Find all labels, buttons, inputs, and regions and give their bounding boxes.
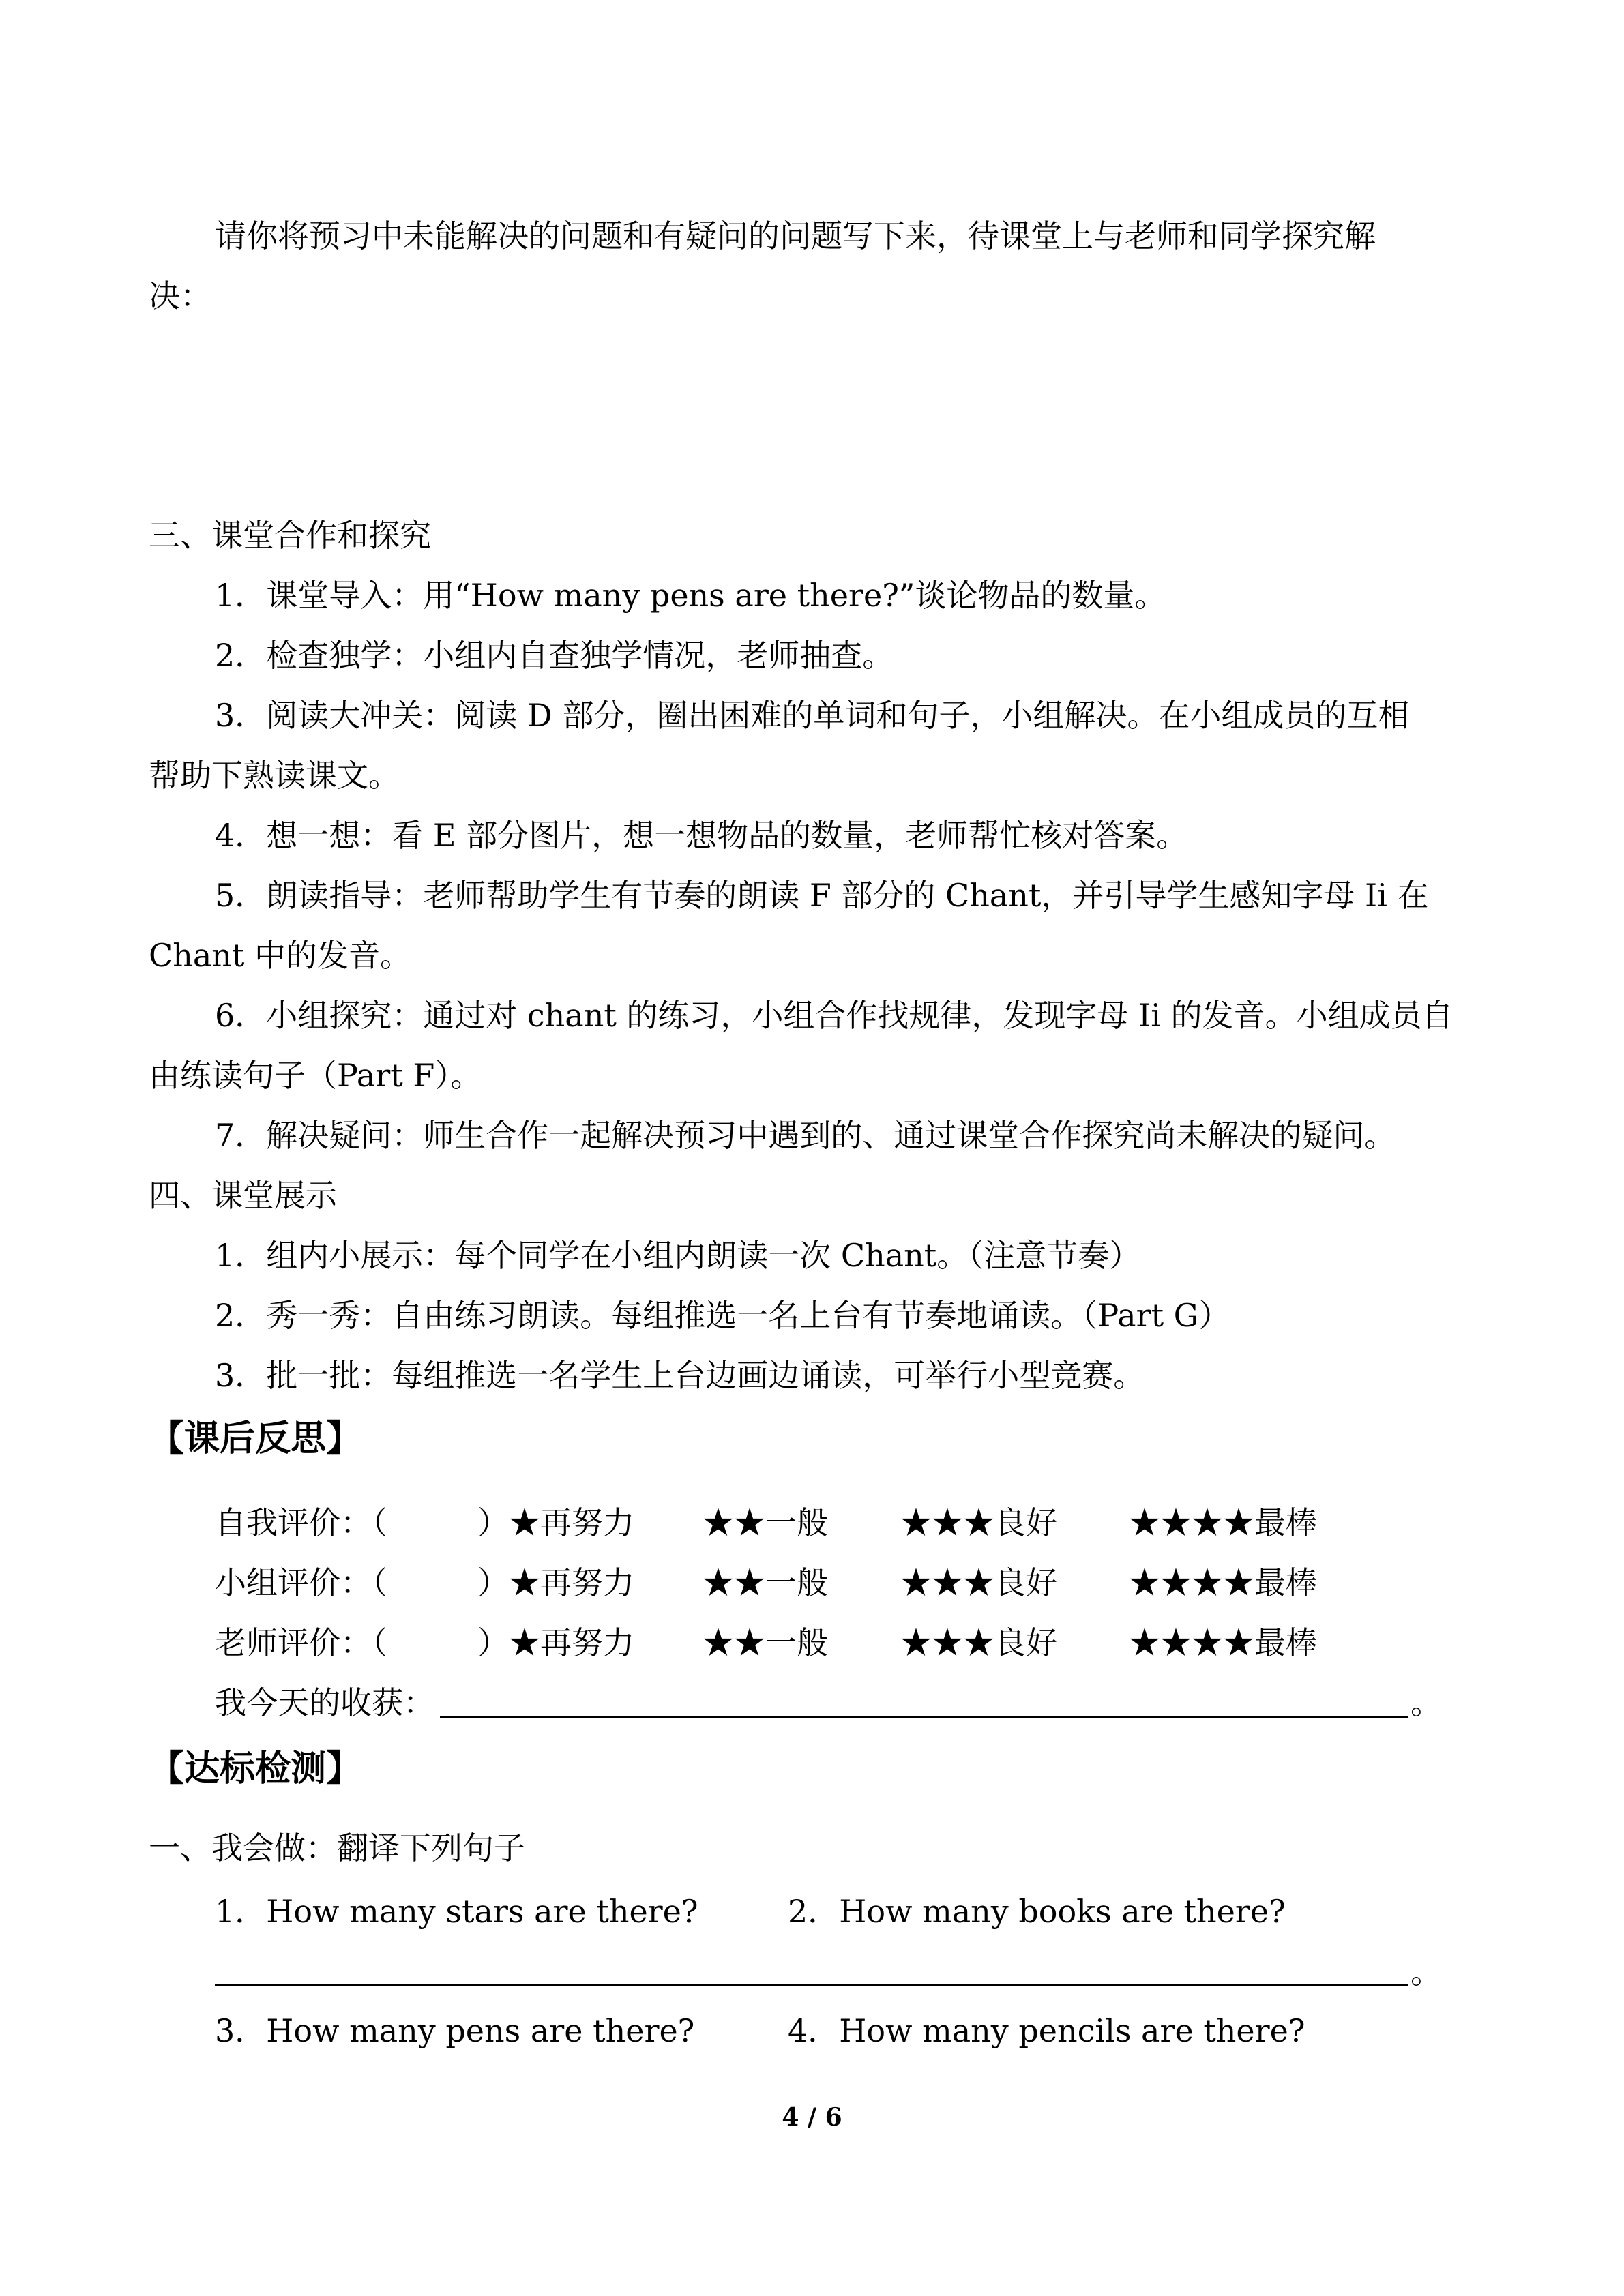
reflection-heading: 【课后反思】 [149, 1418, 362, 1459]
section4-item1: 1．组内小展示：每个同学在小组内朗读一次 Chant。（注意节奏） [215, 1237, 1141, 1274]
translation-period: 。 [1411, 1954, 1442, 1991]
section3-item2: 2．检查独学：小组内自查独学情况，老师抽查。 [215, 637, 894, 674]
preview-question-line2: 决： [149, 278, 211, 314]
rating-row-teacher [0, 1622, 1624, 1663]
section3-item7: 7．解决疑问：师生合作一起解决预习中遇到的、通过课堂合作探究尚未解决的疑问。 [215, 1117, 1396, 1154]
rating-label: 小组评价：（ [215, 1564, 387, 1601]
section3-item6-line2: 由练读句子（Part F）。 [149, 1057, 482, 1094]
section3-item1: 1．课堂导入：用“How many pens are there?”谈论物品的数量。 [215, 577, 1166, 614]
rating-option-4: ★★★★最棒 [1129, 1624, 1317, 1661]
section3-item5-line2: Chant 中的发音。 [149, 937, 411, 974]
section3-item6-line1: 6．小组探究：通过对 chant 的练习，小组合作找规律，发现字母 Ii 的发音。小组成员自 [215, 997, 1453, 1034]
translation-answer-line[interactable] [215, 1984, 1408, 1986]
rating-option-4: ★★★★最棒 [1129, 1564, 1317, 1601]
rating-option-2: ★★一般 [703, 1564, 828, 1601]
section3-item3-line1: 3．阅读大冲关：阅读 D 部分，圈出困难的单词和句子，小组解决。在小组成员的互相 [215, 697, 1410, 734]
question-3: 3．How many pens are there? [215, 2012, 695, 2049]
page-number: 4 / 6 [782, 2103, 842, 2132]
rating-row-self [0, 1502, 1624, 1543]
harvest-answer-line[interactable] [440, 1716, 1408, 1718]
section4-title: 四、课堂展示 [149, 1177, 337, 1214]
harvest-period: 。 [1411, 1684, 1442, 1721]
rating-option-3: ★★★良好 [900, 1564, 1057, 1601]
rating-option-2: ★★一般 [703, 1624, 828, 1661]
section3-item3-line2: 帮助下熟读课文。 [149, 757, 400, 794]
question-2: 2．How many books are there? [788, 1893, 1286, 1930]
rating-label: 老师评价：（ [215, 1624, 387, 1661]
question-4: 4．How many pencils are there? [788, 2012, 1305, 2049]
section4-item3: 3．批一批：每组推选一名学生上台边画边诵读，可举行小型竞赛。 [215, 1357, 1145, 1394]
rating-option-1: ）★再努力 [477, 1564, 634, 1601]
preview-question-line1: 请你将预习中未能解决的问题和有疑问的问题写下来，待课堂上与老师和同学探究解 [215, 218, 1376, 254]
test-heading: 【达标检测】 [149, 1748, 362, 1789]
test-task-title: 一、我会做：翻译下列句子 [149, 1830, 525, 1866]
rating-option-2: ★★一般 [703, 1504, 828, 1541]
rating-option-3: ★★★良好 [900, 1504, 1057, 1541]
harvest-label: 我今天的收获： [215, 1684, 434, 1721]
section3-title: 三、课堂合作和探究 [149, 517, 431, 554]
rating-option-1: ）★再努力 [477, 1624, 634, 1661]
section4-item2: 2．秀一秀：自由练习朗读。每组推选一名上台有节奏地诵读。（Part G） [215, 1297, 1230, 1334]
rating-option-3: ★★★良好 [900, 1624, 1057, 1661]
rating-label: 自我评价：（ [215, 1504, 387, 1541]
section3-item4: 4．想一想：看 E 部分图片，想一想物品的数量，老师帮忙核对答案。 [215, 817, 1188, 854]
section3-item5-line1: 5．朗读指导：老师帮助学生有节奏的朗读 F 部分的 Chant，并引导学生感知字母 Ii 在 [215, 877, 1429, 914]
rating-option-1: ）★再努力 [477, 1504, 634, 1541]
rating-row-group [0, 1562, 1624, 1603]
rating-option-4: ★★★★最棒 [1129, 1504, 1317, 1541]
question-1: 1．How many stars are there? [215, 1893, 698, 1930]
